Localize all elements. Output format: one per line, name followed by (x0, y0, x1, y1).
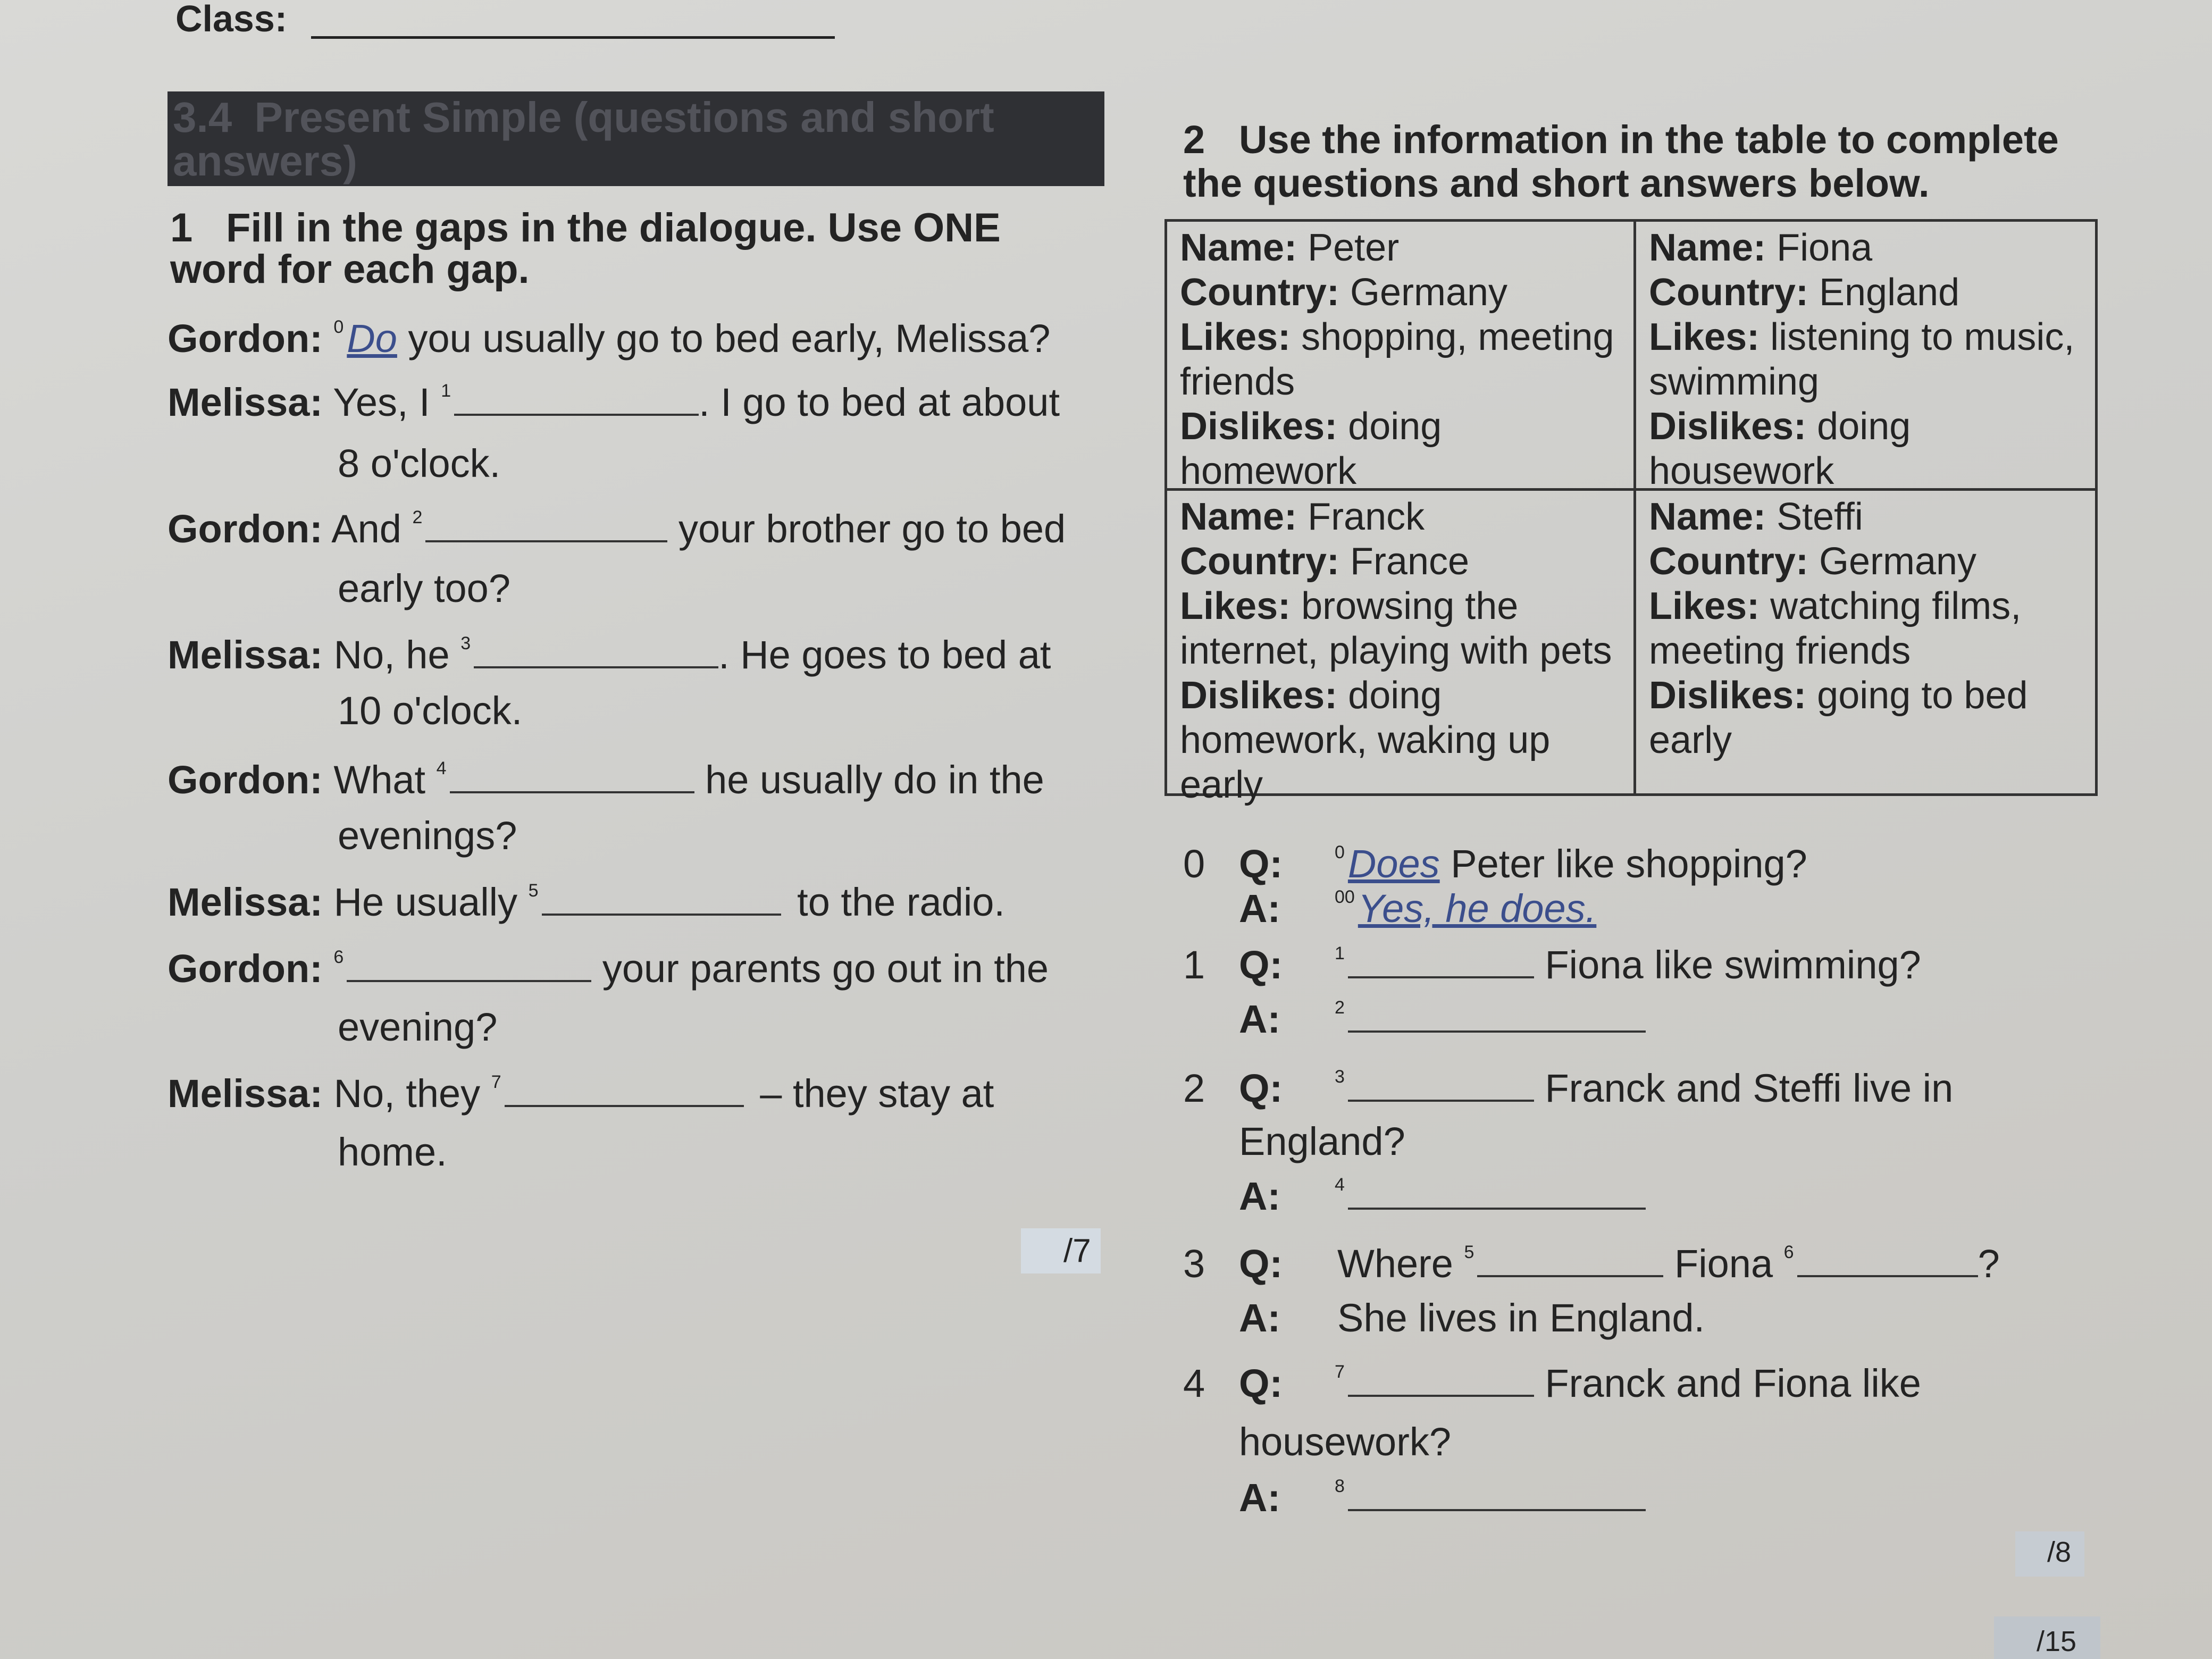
answer-3: She lives in England. (1337, 1296, 1705, 1340)
section-title-block (173, 96, 1024, 183)
item-number: 4 (1183, 1361, 1205, 1405)
item-number: 3 (1183, 1242, 1205, 1286)
ex2-score: /8 (2047, 1536, 2072, 1568)
person-dislikes: doing housework (1649, 405, 1911, 492)
ex2-number: 2 (1183, 118, 1205, 162)
line-text: you usually go to bed early, Melissa? (408, 316, 1051, 361)
question-2: $^3$ Franck and Steffi live in (1335, 1066, 1954, 1110)
person-likes: watching films, meeting friends (1649, 585, 2022, 672)
dialogue-line-4 (167, 760, 1044, 800)
speaker-label: Melissa: (167, 880, 323, 924)
dialogue-cont-6: evening? (338, 1005, 498, 1049)
gap-number: 5 (528, 881, 539, 901)
question-4-cont: housework? (1239, 1420, 1452, 1464)
answer-0: $^{00}$Yes, he does. (1335, 886, 1597, 931)
answer-2: 4 (1335, 1177, 1646, 1216)
answer-gap-4[interactable] (1348, 1202, 1646, 1210)
answer-gap-1[interactable] (454, 408, 699, 416)
dialogue-cont-7: home. (338, 1130, 447, 1174)
answer-label: A: (1239, 1476, 1281, 1520)
question-label: Q: (1239, 943, 1283, 987)
person-dislikes: doing homework (1180, 405, 1442, 492)
gap-number: 1 (441, 381, 451, 401)
gap-number: 4 (436, 758, 447, 778)
dialogue-cont-3: 10 o'clock. (338, 689, 523, 733)
answer-label: A: (1239, 997, 1281, 1041)
line-text: Yes, I (333, 380, 430, 424)
question-3: Where $^5$ Fiona $^6$ ? (1337, 1242, 2000, 1286)
person-country: France (1350, 540, 1470, 583)
table-cell-fiona: Name: Fiona Country: England Likes: listening to music, swimming Dislikes: doing housework (1649, 227, 2075, 492)
speaker-label: Melissa: (167, 380, 323, 424)
line-text: And (331, 507, 401, 551)
answer-gap-3[interactable] (1348, 1094, 1534, 1102)
dialogue-line-7 (167, 1071, 994, 1116)
person-name: Fiona (1777, 227, 1873, 269)
example-answer: Yes, he does. (1358, 886, 1597, 931)
speaker-label: Gordon: (167, 946, 323, 991)
line-text: your brother go to bed (678, 507, 1066, 551)
person-country: Germany (1819, 540, 1977, 583)
person-likes: browsing the internet, playing with pets (1180, 585, 1612, 672)
line-text: What (333, 758, 426, 802)
answer-gap-7[interactable] (505, 1100, 744, 1107)
dialogue-line-6 (167, 946, 1049, 991)
question-label: Q: (1239, 842, 1283, 886)
dialogue-line-1 (167, 380, 1060, 424)
example-answer: Does (1347, 842, 1440, 886)
speaker-label: Melissa: (167, 1071, 323, 1116)
line-text: He usually (333, 880, 518, 924)
gap-number: 6 (333, 947, 344, 967)
dialogue-cont-2: early too? (338, 566, 510, 610)
dialogue-cont-4: evenings? (338, 814, 517, 858)
ex1-score: /7 (1063, 1233, 1091, 1269)
answer-gap-3[interactable] (474, 661, 718, 668)
question-label: Q: (1239, 1361, 1283, 1405)
person-likes: listening to music, swimming (1649, 316, 2075, 403)
question-2-cont: England? (1239, 1119, 1405, 1163)
person-name: Peter (1308, 227, 1400, 269)
answer-gap-6[interactable] (347, 975, 591, 982)
question-0: $^0$Does Peter like shopping? (1335, 842, 1807, 886)
answer-4: 8 (1335, 1478, 1646, 1518)
table-cell-franck: Name: Franck Country: France Likes: browsing the internet, playing with pets Dislikes: doing homework, waking up early (1180, 496, 1612, 806)
answer-label: A: (1239, 1174, 1281, 1218)
total-score: /15 (2037, 1626, 2077, 1657)
person-dislikes: going to bed early (1649, 674, 2028, 761)
ex1-number: 1 (170, 205, 193, 250)
ex1-instruction: Fill in the gaps in the dialogue. Use ONE word for each gap. (170, 205, 1001, 292)
gap-number: 7 (491, 1072, 501, 1092)
line-text: he usually do in the (705, 758, 1044, 802)
answer-gap-4[interactable] (450, 786, 694, 793)
answer-gap-8[interactable] (1348, 1504, 1646, 1511)
dialogue-line-0 (167, 316, 1051, 361)
person-name: Franck (1308, 496, 1425, 538)
person-name: Steffi (1777, 496, 1863, 538)
gap-number: 2 (412, 507, 423, 527)
line-text: . He goes to bed at (718, 633, 1051, 677)
item-number: 1 (1183, 943, 1205, 987)
table-cell-steffi: Name: Steffi Country: Germany Likes: watching films, meeting friends Dislikes: going to bed early (1649, 496, 2028, 761)
class-label: Class: (175, 0, 288, 39)
line-text: No, he (333, 633, 450, 677)
dialogue-cont-1: 8 o'clock. (338, 441, 501, 485)
line-text: your parents go out in the (602, 946, 1049, 991)
section-number: 3.4 (173, 94, 232, 141)
answer-gap-1[interactable] (1348, 971, 1534, 978)
person-dislikes: doing homework, waking up early (1180, 674, 1551, 806)
speaker-label: Melissa: (167, 633, 323, 677)
ex2-heading (1183, 118, 2087, 205)
section-title: Present Simple (questions and short answers) (173, 94, 994, 185)
question-1: $^1$ Fiona like swimming? (1335, 943, 1921, 987)
answer-gap-5[interactable] (542, 908, 781, 916)
answer-label: A: (1239, 886, 1281, 931)
line-text: No, they (333, 1071, 481, 1116)
line-text: – they stay at (760, 1071, 994, 1116)
line-text: to the radio. (797, 880, 1005, 924)
answer-label: A: (1239, 1296, 1281, 1340)
question-4: $^7$ Franck and Fiona like (1335, 1361, 1921, 1405)
example-answer: Do (347, 316, 397, 361)
answer-gap-2[interactable] (425, 535, 667, 542)
ex2-instruction: Use the information in the table to complete the questions and short answers below. (1183, 118, 2059, 205)
line-text: . I go to bed at about (699, 380, 1060, 424)
ex1-heading (170, 207, 1085, 290)
person-country: England (1819, 271, 1960, 314)
question-label: Q: (1239, 1066, 1283, 1110)
person-country: Germany (1350, 271, 1508, 314)
table-cell-peter: Name: Peter Country: Germany Likes: shopping, meeting friends Dislikes: doing homework (1180, 227, 1614, 492)
gap-number: 3 (460, 633, 471, 653)
speaker-label: Gordon: (167, 758, 323, 802)
speaker-label: Gordon: (167, 316, 323, 361)
class-line (311, 36, 835, 39)
answer-gap-7[interactable] (1348, 1389, 1534, 1397)
answer-gap-6[interactable] (1797, 1270, 1978, 1277)
answer-gap-5[interactable] (1477, 1270, 1663, 1277)
gap-number: 0 (333, 317, 344, 337)
speaker-label: Gordon: (167, 507, 323, 551)
item-number: 0 (1183, 842, 1205, 886)
question-label: Q: (1239, 1242, 1283, 1286)
dialogue-line-2 (167, 509, 1066, 549)
person-likes: shopping, meeting friends (1180, 316, 1614, 403)
answer-1: 2 (1335, 1000, 1646, 1039)
answer-gap-2[interactable] (1348, 1025, 1646, 1033)
item-number: 2 (1183, 1066, 1205, 1110)
dialogue-line-5 (167, 880, 1005, 924)
dialogue-line-3 (167, 635, 1051, 675)
